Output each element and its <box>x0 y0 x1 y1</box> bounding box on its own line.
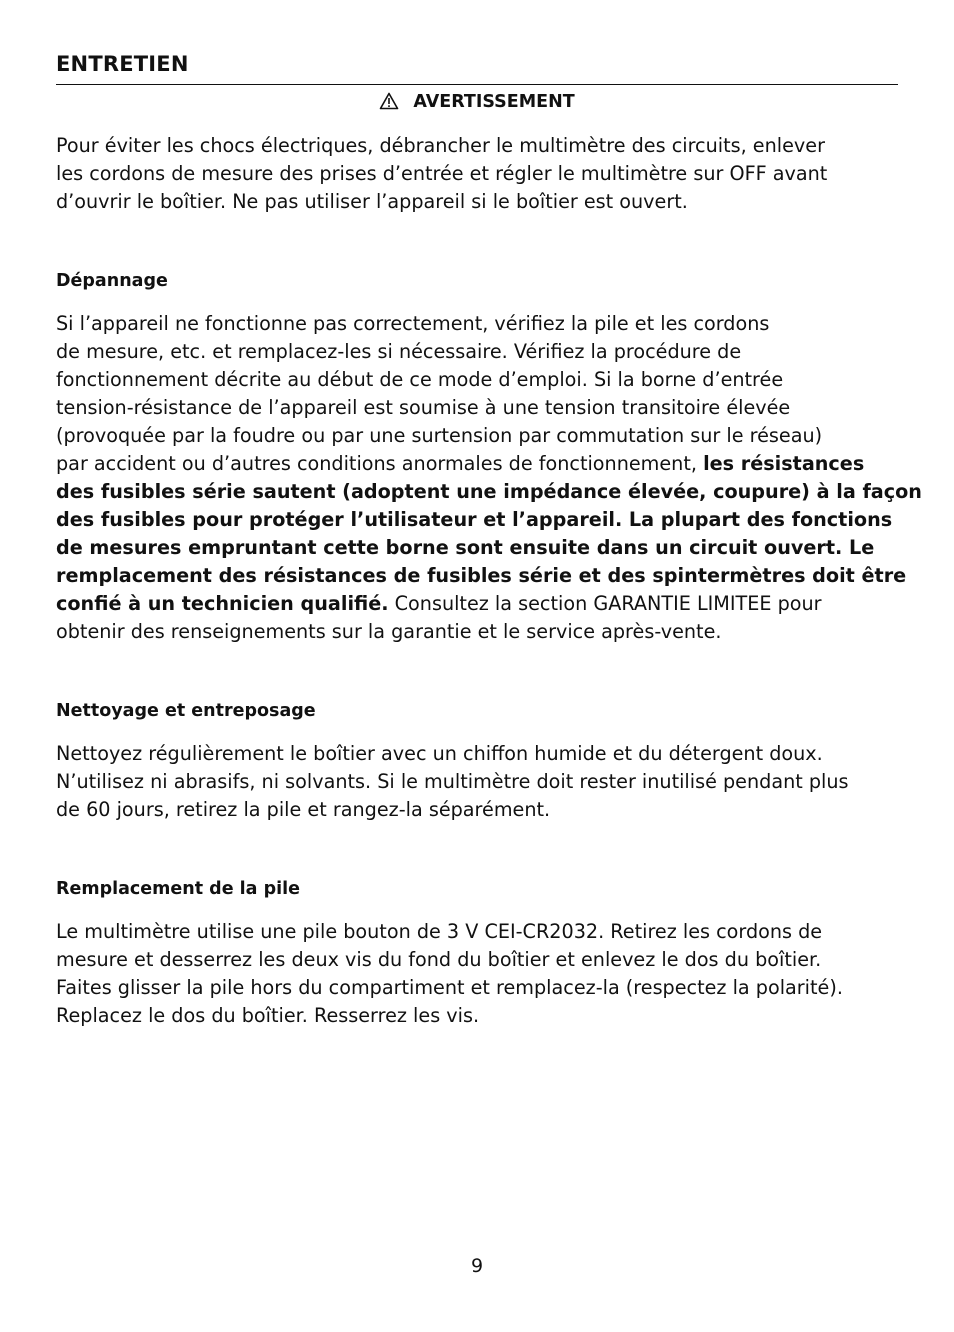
text-line: tension-résistance de l’appareil est soumise à une tension transitoire élevée <box>56 396 791 419</box>
text-line <box>56 590 898 618</box>
text-line: de mesure, etc. et remplacez-les si nécessaire. Vérifiez la procédure de <box>56 340 742 363</box>
text-bold: confié à un technicien qualifié. <box>56 592 389 615</box>
text-line: N’utilisez ni abrasifs, ni solvants. Si le multimètre doit rester inutilisé pendant plus <box>56 770 849 793</box>
warning-line: d’ouvrir le boîtier. Ne pas utiliser l’appareil si le boîtier est ouvert. <box>56 190 688 213</box>
text-bold: remplacement des résistances de fusibles série et des spintermètres doit être <box>56 564 907 587</box>
cleaning-heading: Nettoyage et entreposage <box>56 701 316 721</box>
text-line: Si l’appareil ne fonctionne pas correctement, vérifiez la pile et les cordons <box>56 312 770 335</box>
text-line: obtenir des renseignements sur la garantie et le service après-vente. <box>56 620 722 643</box>
cleaning-text <box>56 740 898 824</box>
text-normal: par accident ou d’autres conditions anormales de fonctionnement, <box>56 452 704 475</box>
text-line: Replacez le dos du boîtier. Resserrez les vis. <box>56 1004 480 1027</box>
page-number: 9 <box>470 1255 484 1277</box>
text-bold: les résistances <box>703 452 865 475</box>
text-line: Faites glisser la pile hors du compartiment et remplacez-la (respectez la polarité). <box>56 976 843 999</box>
text-bold: des fusibles série sautent (adoptent une impédance élevée, coupure) à la façon <box>56 480 922 503</box>
text-line: Nettoyez régulièrement le boîtier avec un chiffon humide et du détergent doux. <box>56 742 823 765</box>
text-line <box>56 450 898 478</box>
warning-triangle-icon <box>379 92 413 112</box>
troubleshooting-text <box>56 310 922 646</box>
warning-text <box>56 132 898 216</box>
text-line: de 60 jours, retirez la pile et rangez-la séparément. <box>56 798 551 821</box>
warning-label: AVERTISSEMENT <box>413 92 575 112</box>
text-line: Le multimètre utilise une pile bouton de 3 V CEI-CR2032. Retirez les cordons de <box>56 920 823 943</box>
troubleshooting-heading: Dépannage <box>56 271 168 291</box>
warning-line: les cordons de mesure des prises d’entrée et régler le multimètre sur OFF avant <box>56 162 828 185</box>
text-line-bold <box>56 478 922 506</box>
text-line-bold <box>56 506 898 534</box>
text-bold: des fusibles pour protéger l’utilisateur et l’appareil. La plupart des fonctions <box>56 508 893 531</box>
title-divider <box>56 84 898 85</box>
text-bold: de mesures empruntant cette borne sont ensuite dans un circuit ouvert. Le <box>56 536 875 559</box>
text-line: (provoquée par la foudre ou par une surtension par commutation sur le réseau) <box>56 424 823 447</box>
text-line-bold <box>56 534 898 562</box>
text-line: fonctionnement décrite au début de ce mode d’emploi. Si la borne d’entrée <box>56 368 784 391</box>
text-normal: Consultez la section GARANTIE LIMITEE pour <box>388 592 822 615</box>
warning-line: Pour éviter les chocs électriques, débrancher le multimètre des circuits, enlever <box>56 134 825 157</box>
battery-text <box>56 918 898 1030</box>
battery-heading: Remplacement de la pile <box>56 879 300 899</box>
page-title: ENTRETIEN <box>56 52 189 76</box>
text-line: mesure et desserrez les deux vis du fond du boîtier et enlevez le dos du boîtier. <box>56 948 822 971</box>
text-line-bold <box>56 562 907 590</box>
warning-heading <box>56 92 898 112</box>
